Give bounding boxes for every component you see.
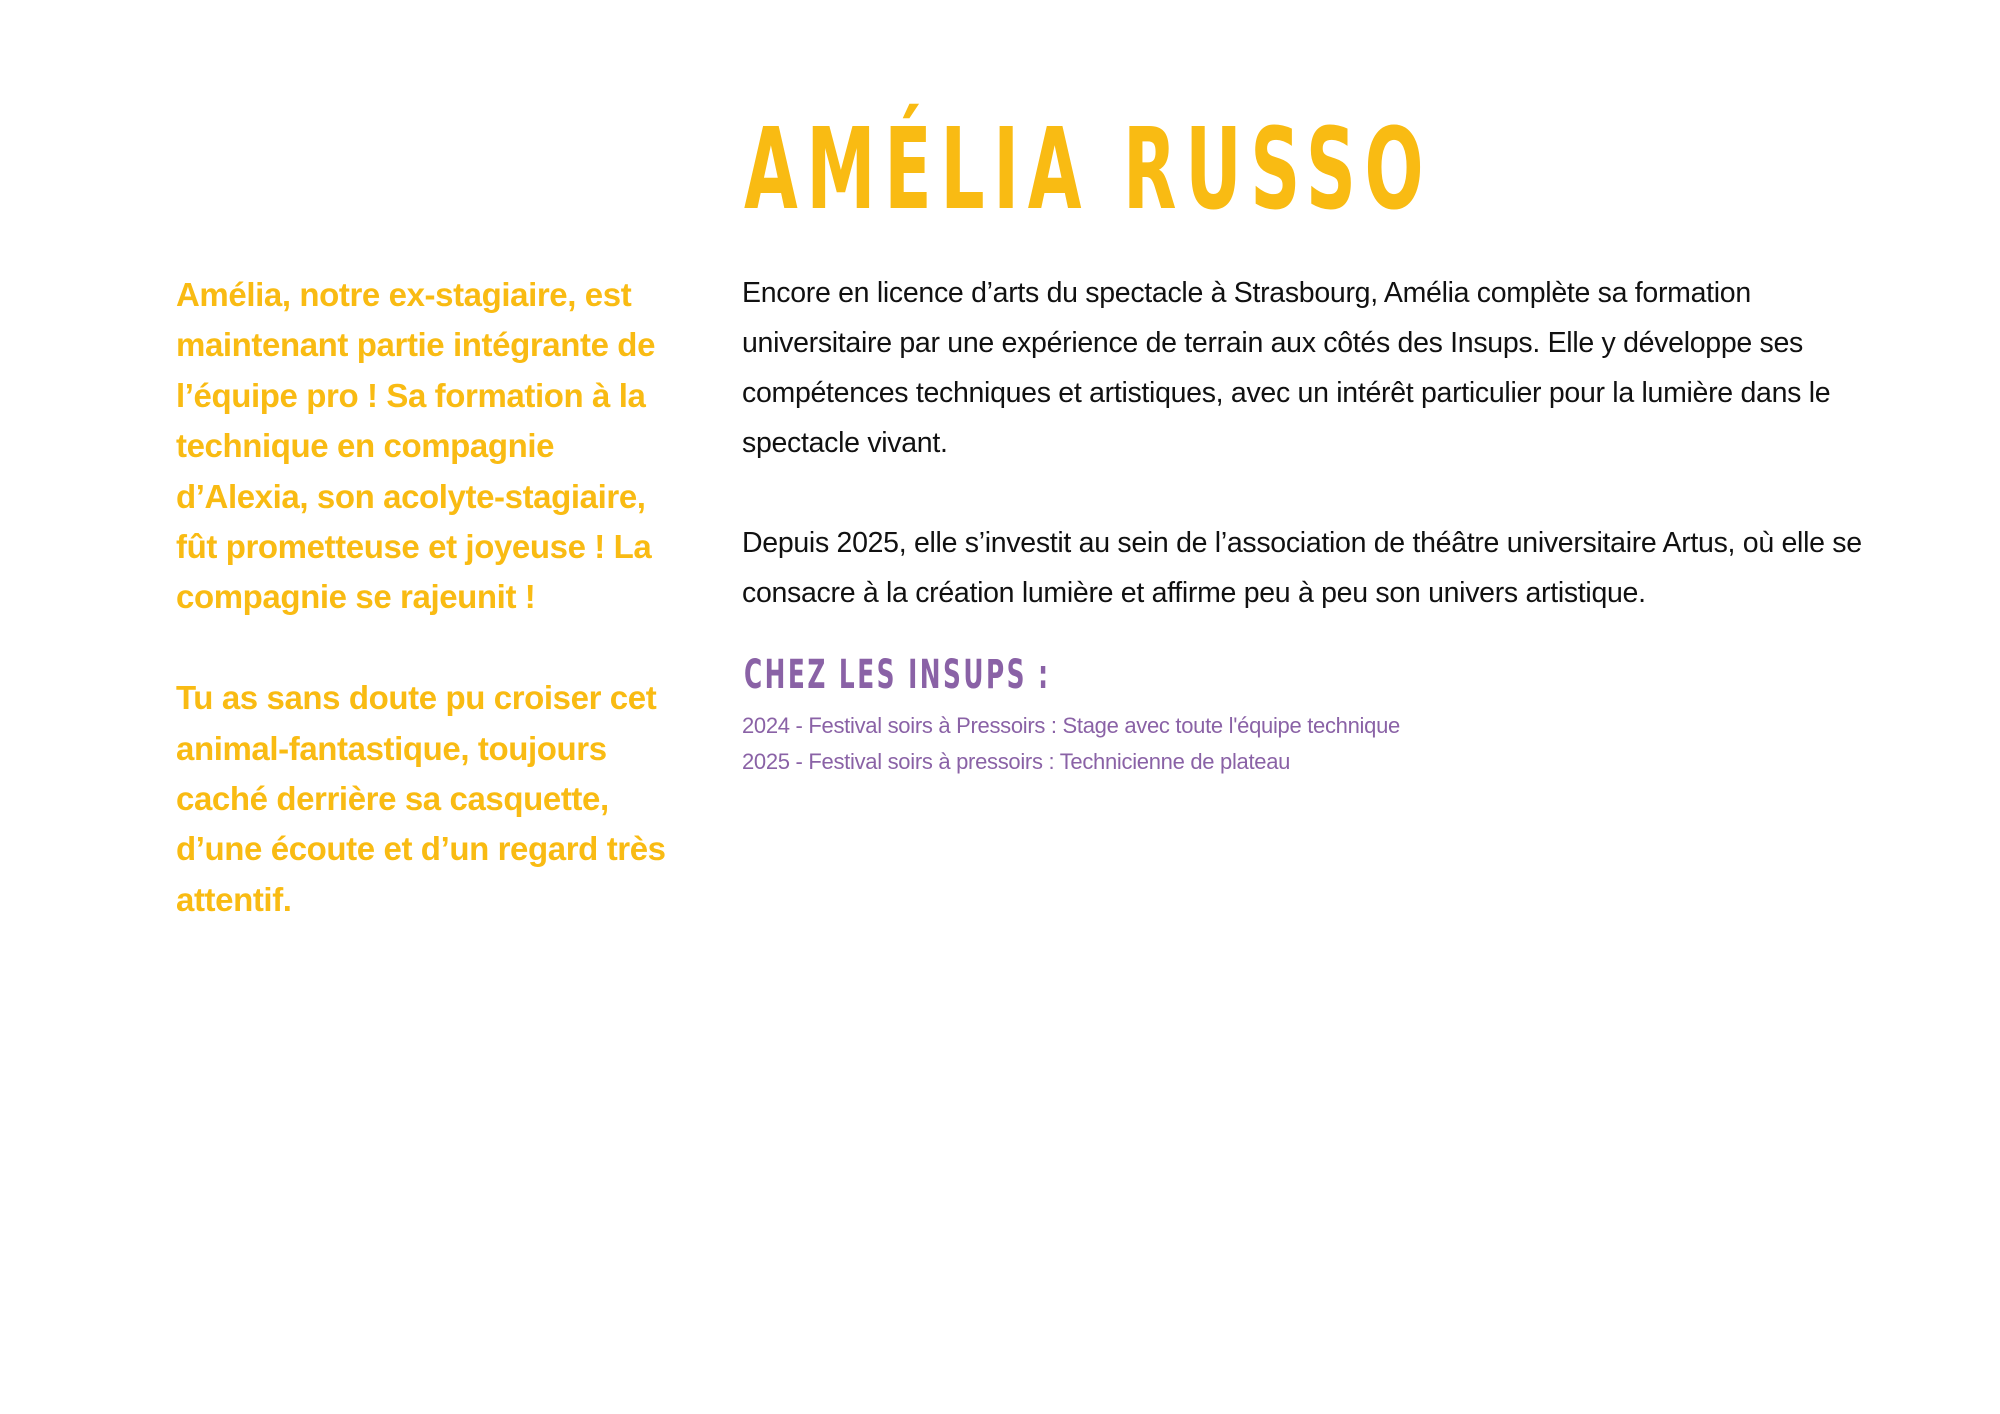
intro-paragraph-2: Tu as sans doute pu croiser cet animal-fantastique, toujours caché derrière sa casquette, d’une écoute et d’un regard très attentif. — [176, 679, 666, 918]
bio-spacer — [742, 468, 1882, 518]
intro-spacer — [176, 623, 676, 673]
history-title: CHEZ LES INSUPS : — [744, 652, 1051, 698]
history-list — [742, 708, 1400, 780]
page-title: AMÉLIA RUSSO — [744, 105, 1433, 235]
history-item: 2025 - Festival soirs à pressoirs : Technicienne de plateau — [742, 749, 1291, 774]
intro-block — [176, 270, 676, 925]
bio-paragraph-2: Depuis 2025, elle s’investit au sein de l’association de théâtre universitaire Artus, où elle se consacre à la création lumière et affirme peu à peu son univers artistique. — [742, 527, 1862, 609]
bio-block — [742, 268, 1882, 618]
bio-paragraph-1: Encore en licence d’arts du spectacle à Strasbourg, Amélia complète sa formation universitaire par une expérience de terrain aux côtés des Insups. Elle y développe ses compétences techniques et artistiques, avec un intérêt particulier pour la lumière dans le spectacle vivant. — [742, 277, 1831, 459]
history-item: 2024 - Festival soirs à Pressoirs : Stage avec toute l'équipe technique — [742, 713, 1400, 738]
intro-paragraph-1: Amélia, notre ex-stagiaire, est maintenant partie intégrante de l’équipe pro ! Sa formation à la technique en compagnie d’Alexia, son acolyte-stagiaire, fût prometteuse et joyeuse ! La compagnie se rajeunit ! — [176, 276, 656, 616]
